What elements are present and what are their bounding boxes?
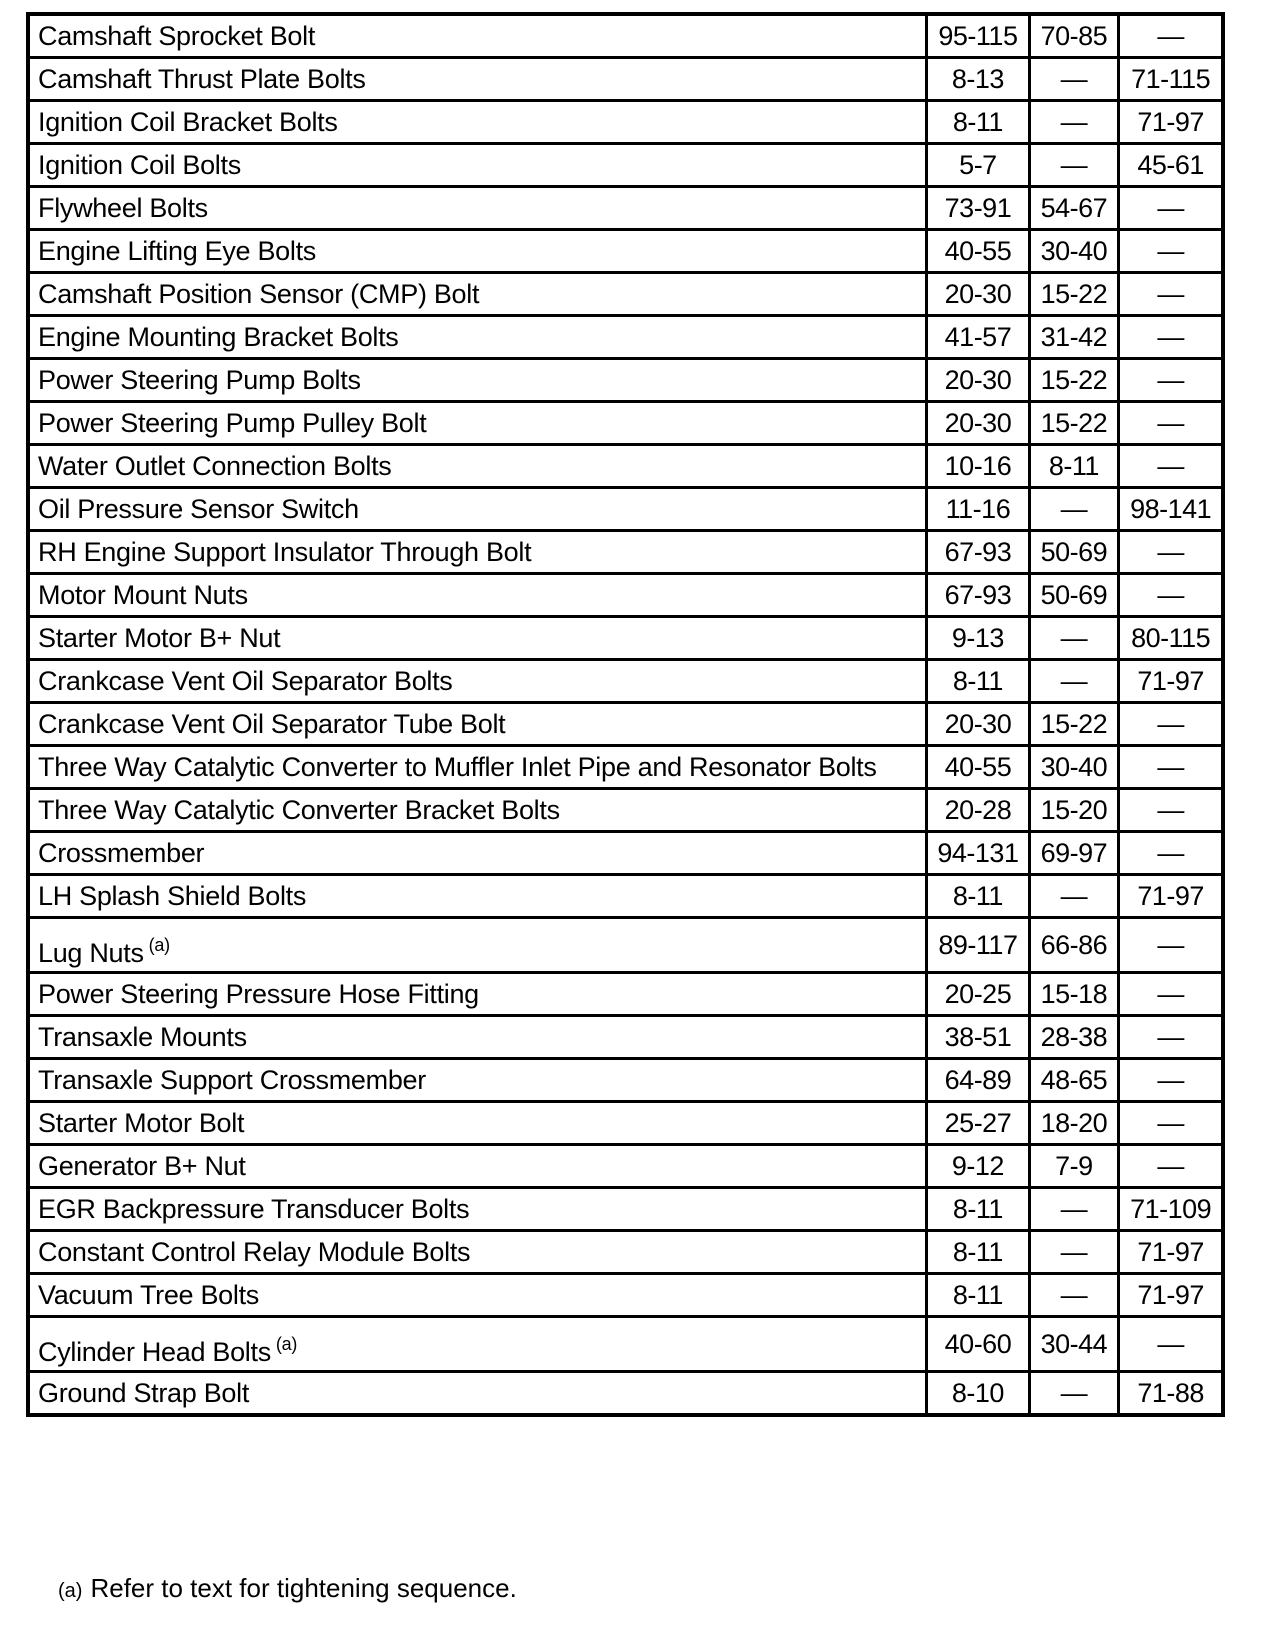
torque-lbin-cell: 80-115 (1119, 617, 1223, 660)
component-cell (28, 703, 927, 746)
torque-nm-cell: 8-11 (927, 1231, 1029, 1274)
torque-lbft-cell: 15-18 (1029, 973, 1119, 1016)
component-name: Ignition Coil Bolts (38, 149, 241, 180)
footnote-reference: (a) (148, 935, 170, 955)
torque-lbft-cell: — (1029, 58, 1119, 101)
torque-nm-cell: 20-28 (927, 789, 1029, 832)
component-cell (28, 230, 927, 273)
component-cell (28, 273, 927, 316)
component-cell (28, 1145, 927, 1188)
footnote-reference: (a) (275, 1334, 298, 1354)
component-name: Crankcase Vent Oil Separator Tube Bolt (38, 708, 506, 739)
torque-lbft-cell: 8-11 (1029, 445, 1119, 488)
torque-lbft-cell: — (1029, 1188, 1119, 1231)
torque-nm-cell: 64-89 (927, 1059, 1029, 1102)
torque-lbft-cell: — (1029, 144, 1119, 187)
table-row (28, 1016, 1223, 1059)
torque-lbin-cell: — (1119, 445, 1223, 488)
component-cell (28, 1372, 927, 1416)
component-name: RH Engine Support Insulator Through Bolt (38, 536, 532, 567)
component-cell (28, 1188, 927, 1231)
table-row (28, 875, 1223, 918)
component-cell (28, 1102, 927, 1145)
table-row (28, 703, 1223, 746)
torque-lbft-cell: 54-67 (1029, 187, 1119, 230)
torque-nm-cell: 89-117 (927, 918, 1029, 973)
footnote-text: Refer to text for tightening sequence. (90, 1573, 517, 1603)
torque-lbin-cell: 71-97 (1119, 875, 1223, 918)
torque-lbft-cell: 30-40 (1029, 230, 1119, 273)
footnote (58, 1573, 517, 1604)
torque-nm-cell: 67-93 (927, 531, 1029, 574)
torque-lbin-cell: — (1119, 832, 1223, 875)
torque-lbin-cell: 71-109 (1119, 1188, 1223, 1231)
torque-lbft-cell: 31-42 (1029, 316, 1119, 359)
torque-lbin-cell: — (1119, 918, 1223, 973)
torque-lbin-cell: — (1119, 746, 1223, 789)
torque-lbin-cell: — (1119, 359, 1223, 402)
component-cell (28, 617, 927, 660)
torque-nm-cell: 8-10 (927, 1372, 1029, 1416)
torque-lbin-cell: — (1119, 187, 1223, 230)
table-row (28, 445, 1223, 488)
component-name: Flywheel Bolts (38, 192, 208, 223)
component-cell (28, 359, 927, 402)
component-cell (28, 1231, 927, 1274)
component-cell (28, 1016, 927, 1059)
table-row (28, 1317, 1223, 1372)
torque-lbft-cell: — (1029, 101, 1119, 144)
component-cell (28, 973, 927, 1016)
component-cell (28, 445, 927, 488)
torque-lbin-cell: — (1119, 531, 1223, 574)
component-cell (28, 187, 927, 230)
table-row (28, 359, 1223, 402)
torque-nm-cell: 67-93 (927, 574, 1029, 617)
table-row (28, 746, 1223, 789)
torque-lbin-cell: — (1119, 1317, 1223, 1372)
torque-nm-cell: 10-16 (927, 445, 1029, 488)
torque-lbin-cell: — (1119, 1059, 1223, 1102)
component-cell (28, 789, 927, 832)
torque-lbin-cell: — (1119, 14, 1223, 58)
component-cell (28, 1059, 927, 1102)
torque-lbin-cell: 98-141 (1119, 488, 1223, 531)
table-row (28, 574, 1223, 617)
torque-lbft-cell: 18-20 (1029, 1102, 1119, 1145)
torque-nm-cell: 20-30 (927, 402, 1029, 445)
torque-nm-cell: 20-30 (927, 703, 1029, 746)
table-row (28, 316, 1223, 359)
component-cell (28, 531, 927, 574)
torque-lbin-cell: — (1119, 973, 1223, 1016)
component-cell (28, 1274, 927, 1317)
torque-nm-cell: 8-11 (927, 660, 1029, 703)
component-cell (28, 746, 927, 789)
table-row (28, 101, 1223, 144)
torque-nm-cell: 40-60 (927, 1317, 1029, 1372)
torque-lbft-cell: 50-69 (1029, 574, 1119, 617)
table-row (28, 973, 1223, 1016)
component-name: Engine Mounting Bracket Bolts (38, 321, 399, 352)
torque-nm-cell: 95-115 (927, 14, 1029, 58)
torque-lbft-cell: 15-22 (1029, 402, 1119, 445)
component-name: Cylinder Head Bolts (38, 1337, 271, 1367)
torque-lbft-cell: 15-22 (1029, 359, 1119, 402)
component-name: Engine Lifting Eye Bolts (38, 235, 316, 266)
component-name: Lug Nuts (38, 938, 144, 968)
torque-lbin-cell: — (1119, 574, 1223, 617)
torque-lbin-cell: — (1119, 273, 1223, 316)
table-row (28, 660, 1223, 703)
table-row (28, 230, 1223, 273)
component-cell (28, 14, 927, 58)
table-row (28, 617, 1223, 660)
torque-lbin-cell: — (1119, 1016, 1223, 1059)
torque-lbin-cell: — (1119, 1102, 1223, 1145)
table-row (28, 1102, 1223, 1145)
component-name: Power Steering Pump Pulley Bolt (38, 407, 427, 438)
torque-lbft-cell: — (1029, 617, 1119, 660)
torque-nm-cell: 20-30 (927, 273, 1029, 316)
table-row (28, 1145, 1223, 1188)
torque-lbin-cell: — (1119, 402, 1223, 445)
component-cell (28, 144, 927, 187)
torque-lbft-cell: — (1029, 1274, 1119, 1317)
table-row (28, 187, 1223, 230)
component-name: Starter Motor B+ Nut (38, 622, 281, 653)
table-row (28, 789, 1223, 832)
torque-lbft-cell: 50-69 (1029, 531, 1119, 574)
component-cell (28, 316, 927, 359)
torque-lbft-cell: 48-65 (1029, 1059, 1119, 1102)
component-name: Oil Pressure Sensor Switch (38, 493, 359, 524)
torque-lbft-cell: 70-85 (1029, 14, 1119, 58)
footnote-mark: (a) (58, 1580, 83, 1602)
table-row (28, 402, 1223, 445)
torque-lbft-cell: — (1029, 1231, 1119, 1274)
table-row (28, 918, 1223, 973)
torque-lbin-cell: — (1119, 789, 1223, 832)
table-row (28, 1188, 1223, 1231)
component-name: Vacuum Tree Bolts (38, 1279, 259, 1310)
torque-lbft-cell: 28-38 (1029, 1016, 1119, 1059)
component-cell (28, 918, 927, 973)
torque-lbin-cell: — (1119, 316, 1223, 359)
torque-lbft-cell: — (1029, 875, 1119, 918)
component-name: Ground Strap Bolt (38, 1377, 250, 1408)
component-name: Transaxle Support Crossmember (38, 1064, 426, 1095)
torque-nm-cell: 8-11 (927, 875, 1029, 918)
table-row (28, 273, 1223, 316)
component-name: Motor Mount Nuts (38, 579, 248, 610)
torque-lbft-cell: 15-20 (1029, 789, 1119, 832)
component-name: EGR Backpressure Transducer Bolts (38, 1193, 470, 1224)
torque-lbin-cell: 71-97 (1119, 1274, 1223, 1317)
component-name: Power Steering Pressure Hose Fitting (38, 978, 479, 1009)
torque-nm-cell: 38-51 (927, 1016, 1029, 1059)
torque-lbin-cell: 45-61 (1119, 144, 1223, 187)
torque-nm-cell: 94-131 (927, 832, 1029, 875)
torque-lbft-cell: 15-22 (1029, 273, 1119, 316)
torque-lbin-cell: — (1119, 703, 1223, 746)
torque-nm-cell: 8-11 (927, 101, 1029, 144)
torque-nm-cell: 8-11 (927, 1274, 1029, 1317)
torque-lbin-cell: 71-115 (1119, 58, 1223, 101)
torque-nm-cell: 9-13 (927, 617, 1029, 660)
torque-lbft-cell: 30-44 (1029, 1317, 1119, 1372)
component-name: Camshaft Thrust Plate Bolts (38, 63, 366, 94)
component-name: Camshaft Position Sensor (CMP) Bolt (38, 278, 480, 309)
table-row (28, 1372, 1223, 1416)
torque-nm-cell: 40-55 (927, 746, 1029, 789)
torque-nm-cell: 9-12 (927, 1145, 1029, 1188)
table-row (28, 1059, 1223, 1102)
table-row (28, 488, 1223, 531)
torque-lbft-cell: — (1029, 488, 1119, 531)
component-name: Ignition Coil Bracket Bolts (38, 106, 338, 137)
torque-lbft-cell: 66-86 (1029, 918, 1119, 973)
table-row (28, 1231, 1223, 1274)
torque-lbin-cell: — (1119, 230, 1223, 273)
table-row (28, 144, 1223, 187)
table-row (28, 832, 1223, 875)
torque-nm-cell: 5-7 (927, 144, 1029, 187)
table-row (28, 58, 1223, 101)
component-name: Constant Control Relay Module Bolts (38, 1236, 471, 1267)
table-row (28, 14, 1223, 58)
torque-lbin-cell: 71-97 (1119, 660, 1223, 703)
torque-nm-cell: 8-11 (927, 1188, 1029, 1231)
component-name: Three Way Catalytic Converter to Muffler Inlet Pipe and Resonator Bolts (38, 751, 877, 782)
component-cell (28, 488, 927, 531)
torque-lbft-cell: 7-9 (1029, 1145, 1119, 1188)
component-name: Three Way Catalytic Converter Bracket Bolts (38, 794, 560, 825)
component-cell (28, 1317, 927, 1372)
table-row (28, 1274, 1223, 1317)
torque-lbft-cell: 69-97 (1029, 832, 1119, 875)
torque-lbin-cell: — (1119, 1145, 1223, 1188)
component-cell (28, 58, 927, 101)
component-name: Water Outlet Connection Bolts (38, 450, 392, 481)
component-name: Crankcase Vent Oil Separator Bolts (38, 665, 453, 696)
torque-nm-cell: 20-25 (927, 973, 1029, 1016)
torque-spec-table (26, 12, 1225, 1417)
torque-nm-cell: 8-13 (927, 58, 1029, 101)
component-cell (28, 875, 927, 918)
torque-lbin-cell: 71-88 (1119, 1372, 1223, 1416)
component-name: Crossmember (38, 837, 205, 868)
torque-spec-table-body (28, 14, 1223, 1415)
component-name: Transaxle Mounts (38, 1021, 247, 1052)
torque-lbft-cell: — (1029, 660, 1119, 703)
torque-lbin-cell: 71-97 (1119, 101, 1223, 144)
torque-lbin-cell: 71-97 (1119, 1231, 1223, 1274)
torque-nm-cell: 25-27 (927, 1102, 1029, 1145)
torque-nm-cell: 40-55 (927, 230, 1029, 273)
torque-lbft-cell: 15-22 (1029, 703, 1119, 746)
component-cell (28, 402, 927, 445)
component-cell (28, 660, 927, 703)
component-name: Power Steering Pump Bolts (38, 364, 361, 395)
torque-nm-cell: 20-30 (927, 359, 1029, 402)
torque-lbft-cell: 30-40 (1029, 746, 1119, 789)
component-cell (28, 574, 927, 617)
torque-nm-cell: 41-57 (927, 316, 1029, 359)
table-row (28, 531, 1223, 574)
component-name: Starter Motor Bolt (38, 1107, 245, 1138)
component-cell (28, 101, 927, 144)
component-cell (28, 832, 927, 875)
torque-lbft-cell: — (1029, 1372, 1119, 1416)
component-name: Generator B+ Nut (38, 1150, 246, 1181)
component-name: Camshaft Sprocket Bolt (38, 20, 316, 51)
torque-nm-cell: 11-16 (927, 488, 1029, 531)
torque-nm-cell: 73-91 (927, 187, 1029, 230)
component-name: LH Splash Shield Bolts (38, 880, 307, 911)
